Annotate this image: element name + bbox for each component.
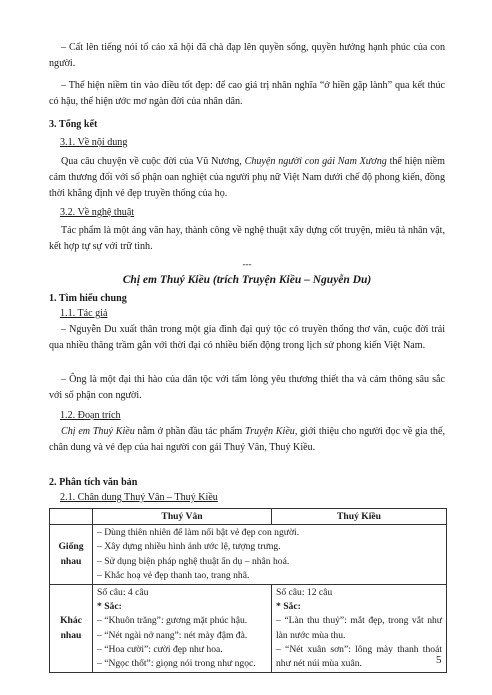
list-item: – “Nét ngài nở nang”: nét mày đậm đà. [97,629,248,641]
list-item: Số câu: 12 câu [276,587,333,599]
section-1-heading: 1. Tìm hiểu chung [49,293,127,304]
work-title: Chuyện người con gái Nam Xương [244,156,387,167]
section-separator: --- [242,259,252,269]
content-subheading: 3.1. Về nội dung [60,137,128,148]
excerpt-subheading: 1.2. Đoạn trích [60,410,121,421]
thuy-van-cell [93,585,272,673]
table-corner-cell [50,509,93,525]
row-header-similarities: Giống nhau [50,525,93,585]
intro-paragraph-1: – Cất lên tiếng nói tố cáo xã hội đã chà đạp lên quyền sống, quyền hưởng hạnh phúc của con người. [49,42,445,69]
list-item: * Sắc: [97,601,122,613]
list-item: – Xây dựng nhiều hình ảnh ước lệ, tượng trưng. [97,541,281,553]
column-header-thuy-kieu: Thuý Kiều [272,509,447,525]
thuy-kieu-cell [272,585,447,673]
author-paragraph-1: – Nguyễn Du xuất thân trong một gia đình đại quý tộc có truyền thống thơ văn, cuộc đời trải qua nhiều thăng trầm gắn với thời đại có nhiều biến động trong lịch sử phong kiến Việt Nam. [49,324,445,351]
art-subheading: 3.2. Về nghệ thuật [60,207,135,218]
column-header-thuy-van: Thuý Vân [93,509,272,525]
excerpt-name: Chị em Thuý Kiều [61,426,135,437]
art-paragraph: Tác phẩm là một áng văn hay, thành công về nghệ thuật xây dựng cốt truyện, miêu tả nhân vật, kết hợp tự sự với trữ tình. [49,225,445,252]
comparison-table [49,508,447,673]
list-item: Số câu: 4 câu [97,587,149,599]
list-item: – Khắc hoạ vẻ đẹp thanh tao, trang nhã. [97,569,250,581]
author-subheading: 1.1. Tác giả [60,308,108,319]
row-header-differences: Khác nhau [50,585,93,673]
table-header-row [50,509,447,525]
list-item: – “Ngọc thốt”: giọng nói trong như ngọc. [97,658,256,670]
table-row-similarities [50,525,447,585]
portrait-subheading: 2.1. Chân dung Thuý Vân – Thuý Kiều [60,492,218,503]
content-paragraph: Qua câu chuyện về cuộc đời của Vũ Nương, Chuyện người con gái Nam Xương thể hiện niềm cảm thương đối với số phận oan nghiệt của người phụ nữ Việt Nam dưới chế độ phong kiến, đồng thời khẳng định vẻ đẹp truyền thống của họ. [49,156,446,199]
list-item: – “Hoa cười”: cười đẹp như hoa. [97,643,223,655]
lesson-title: Chị em Thuý Kiều (trích Truyện Kiều – Nguyễn Du) [122,274,372,286]
section-2-heading: 2. Phân tích văn bản [49,477,138,488]
page-number: 5 [436,654,442,666]
work-title: Truyện Kiều [245,426,295,437]
excerpt-paragraph: Chị em Thuý Kiều nằm ở phần đầu tác phẩm Truyện Kiều, giới thiệu cho người đọc về gia thế, chân dung và vẻ đẹp của hai người con gái Thuý Vân, Thuý Kiều. [49,426,445,453]
summary-heading: 3. Tổng kết [49,119,98,130]
table-row-differences [50,585,447,673]
list-item: – “Khuôn trăng”: gương mặt phúc hậu. [97,615,248,627]
intro-paragraph-2: – Thể hiện niềm tin vào điều tốt đẹp: để cao giá trị nhân nghĩa “ở hiền gặp lành” qua kết thúc có hậu, thể hiện ước mơ ngàn đời của nhân dân. [49,80,445,107]
similarities-cell [93,525,447,585]
list-item: – Sử dụng biện pháp nghệ thuật ẩn dụ – nhân hoá. [97,555,290,567]
list-item: * Sắc: [276,601,301,613]
list-item: – Dùng thiên nhiên để làm nổi bật vẻ đẹp con người. [97,527,300,539]
author-paragraph-2: – Ông là một đại thi hào của dân tộc với tấm lòng yêu thương thiết tha và cảm thông sâu sắc với số phận con người. [49,374,445,401]
list-item: – “Làn thu thuỷ”: mắt đẹp, trong vắt như làn nước mùa thu. [276,615,442,641]
list-item: – “Nét xuân sơn”: lông mày thanh thoát như nét núi mùa xuân. [276,643,442,670]
